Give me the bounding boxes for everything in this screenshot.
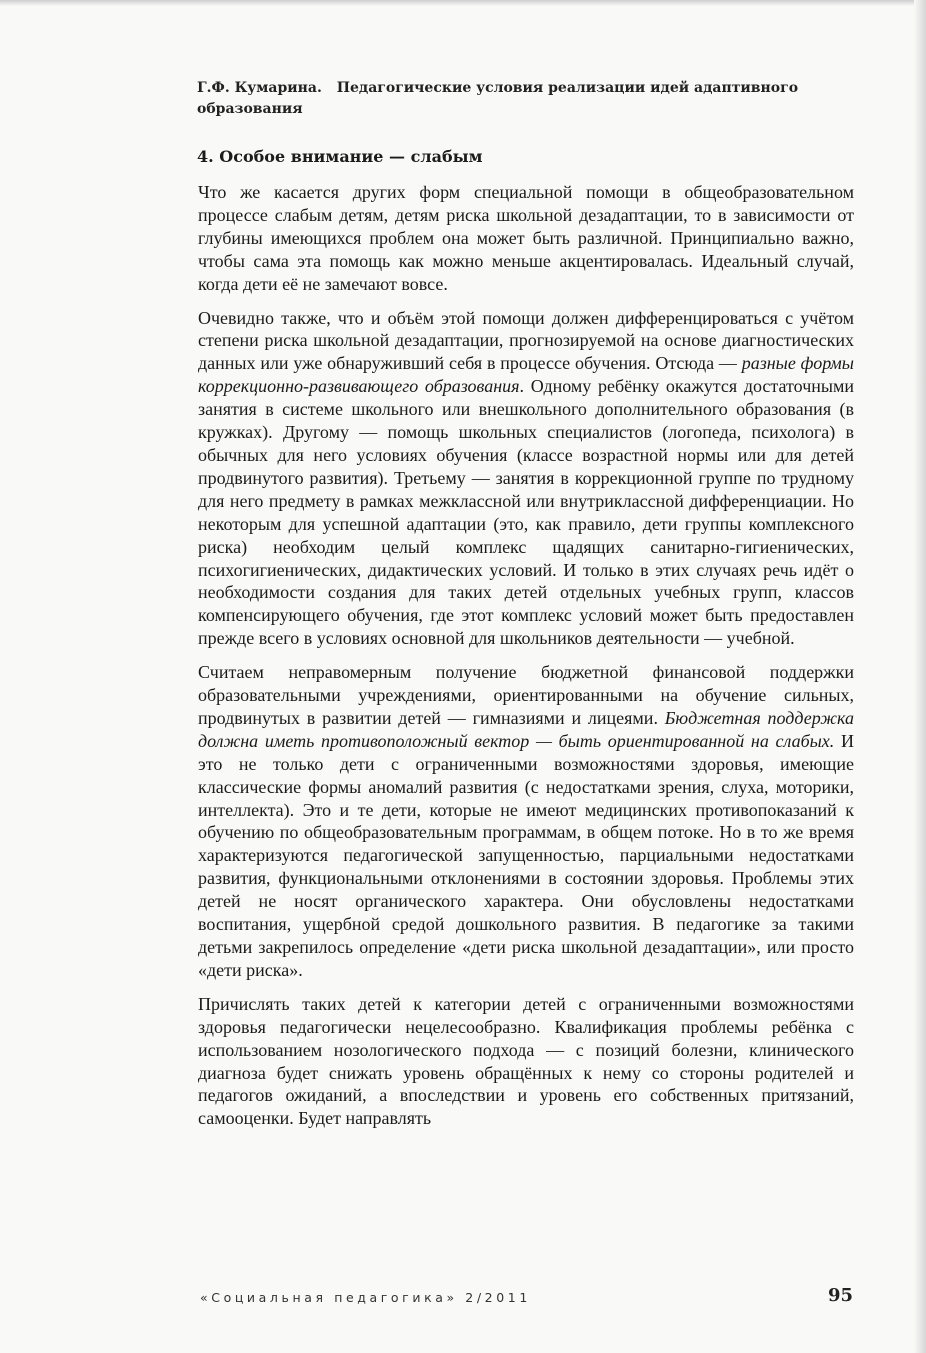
paragraph-2-text-b: . Одному ребёнку окажутся достаточными занятия в системе школьного или внешкольного дополнительного образования (в кружках). Другому — помощь школьных специалистов (логопеда, психолога) в обычных для него условиях обучения (классе возрастной нормы или для детей продвинутого развития). Третьему — занятия в коррекционной группе по трудному для него предмету в рамках межклассной или внутриклассной дифференциации. Но некоторым для успешной адаптации (это, как правило, дети группы комплексного риска) необходим целый комплекс щадящих санитарно-гигиенических, психогигиенических, дидактических условий. И только в этих случаях речь идёт о необходимости создания для таких детей отдельных учебных групп, классов компенсирующего обучения, где этот комплекс условий может быть предоставлен прежде всего в условиях основной для школьников деятельности — учебной. — [198, 376, 854, 649]
paragraph-2-emphasis: разные формы коррекционно-развивающего образования — [198, 353, 854, 397]
paragraph-2 — [198, 307, 854, 651]
paragraph-3 — [198, 661, 854, 982]
paragraph-1: Что же касается других форм специальной помощи в общеобразовательном процессе слабым детям, детям риска школьной дезадаптации, то в зависимости от глубины имеющихся проблем она может быть различной. Принципиально важно, чтобы сама эта помощь как можно меньше акцентировалась. Идеальный случай, когда дети её не замечают вовсе. — [198, 182, 854, 294]
paragraph-4: Причислять таких детей к категории детей с ограниченными возможностями здоровья педагогически нецелесообразно. Квалификация проблемы ребёнка с использованием нозологического подхода — с позиций болезни, клинического диагноза будет снижать уровень обращённых к нему со стороны родителей и педагогов ожиданий, а впоследствии и уровень его собственных притязаний, самооценки. Будет направлять — [198, 993, 854, 1129]
header-author: Г.Ф. Кумарина. — [197, 80, 322, 96]
section-title: 4. Особое внимание — слабым — [197, 147, 483, 166]
paragraph-3-emphasis: Бюджетная поддержка должна иметь противоположный вектор — быть ориентированной на слабых. — [198, 707, 854, 751]
body-text — [198, 181, 854, 1141]
running-header — [197, 78, 857, 120]
paragraph-3-text-a: Считаем неправомерным получение бюджетной финансовой поддержки образовательными учреждениями, ориентированными на обучение сильных, продвинутых в развитии детей — гимназиями и лицеями. — [198, 662, 854, 728]
scan-shadow-right — [914, 0, 926, 1353]
paragraph-2-text-a: Очевидно также, что и объём этой помощи должен дифференцироваться с учётом степени риска школьной дезадаптации, прогнозируемой на основе диагностических данных или уже обнаруживший себя в процессе обучения. Отсюда — — [198, 307, 854, 374]
journal-name: «Социальная педагогика» 2/2011 — [200, 1290, 531, 1305]
page-footer — [200, 1285, 856, 1312]
page-number: 95 — [827, 1285, 853, 1306]
paragraph-3-text-b: И это не только дети с ограниченными возможностями здоровья, имеющие классические формы аномалий развития (с недостатками зрения, слуха, моторики, интеллекта). Это и те дети, которые не имеют медицинских противопоказаний к обучению по общеобразовательным программам, в общем потоке. Но в то же время характеризуются педагогической запущенностью, парциальными недостатками развития, функциональными отклонениями в состоянии здоровья. Проблемы этих детей не носят органического характера. Они обусловлены недостатками воспитания, ущербной средой дошкольного развития. В педагогике за такими детьми закрепилось определение «дети риска школьной дезадаптации», или просто «дети риска». — [198, 730, 854, 980]
header-title: Педагогические условия реализации идей адаптивного образования — [197, 80, 799, 117]
scan-shadow-top — [0, 0, 926, 6]
